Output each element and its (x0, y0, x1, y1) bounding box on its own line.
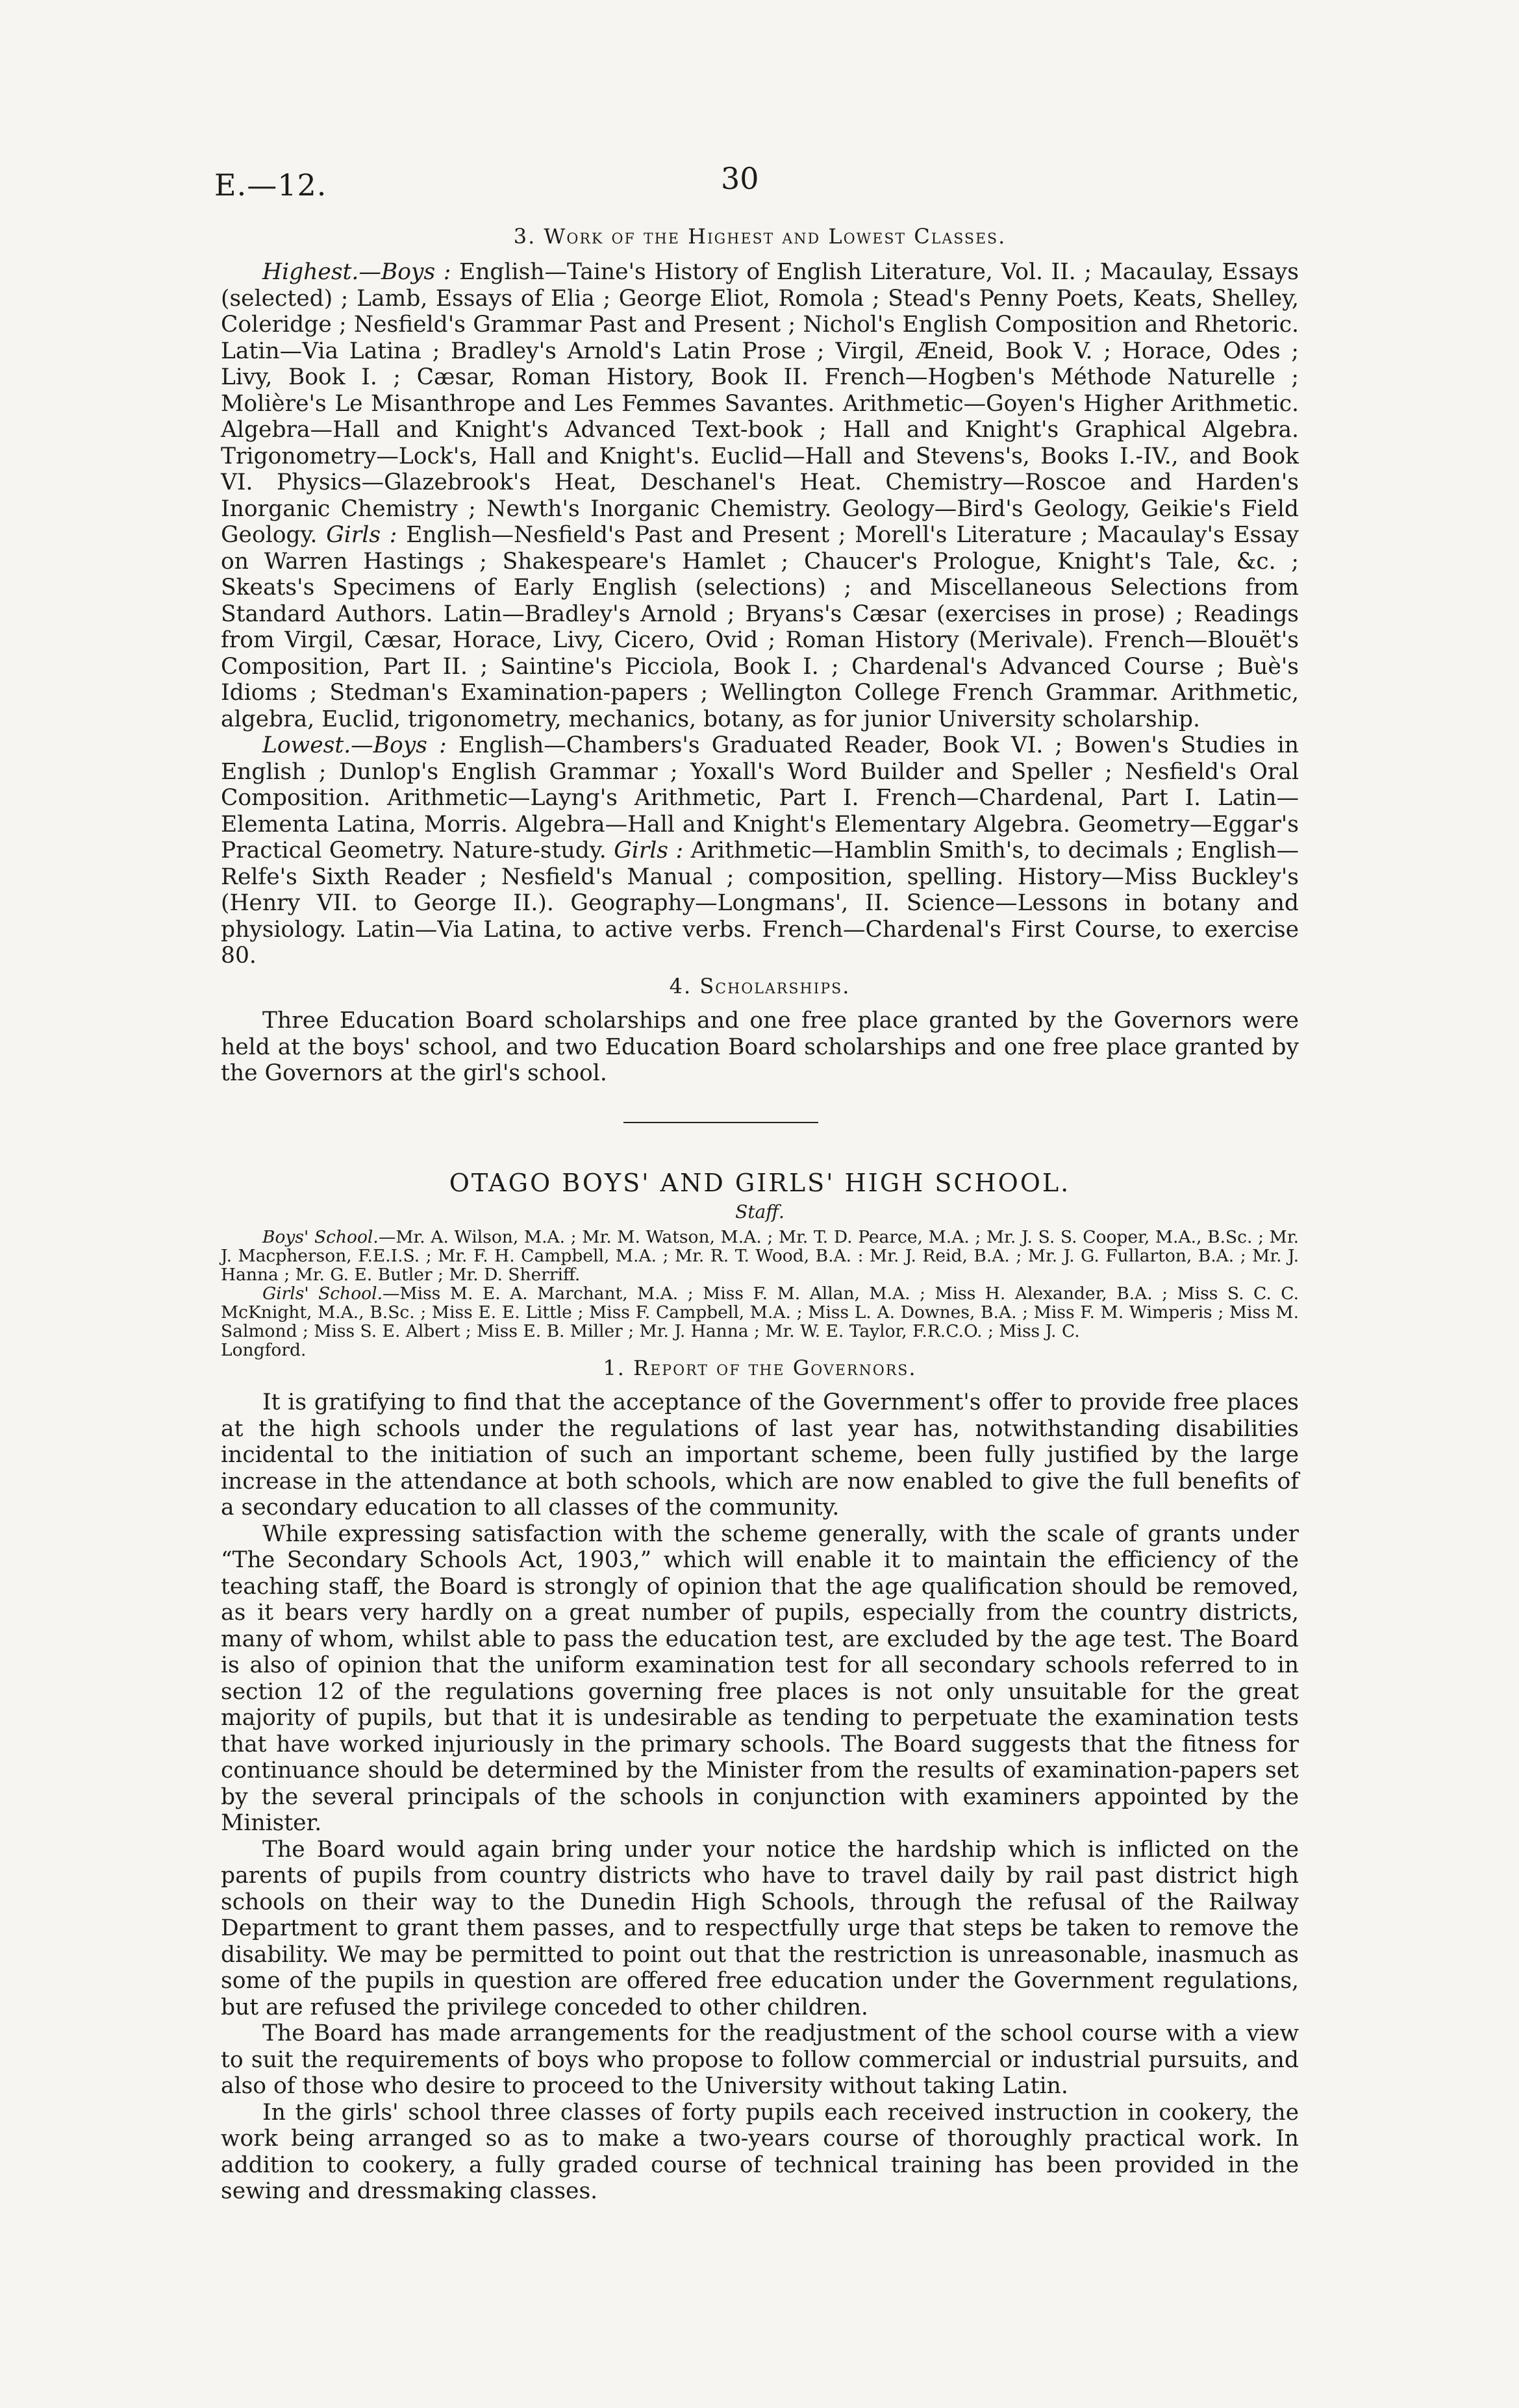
document-reference: E.—12. (214, 168, 327, 203)
scholarships-paragraph: Three Education Board scholarships and one free place granted by the Governors were held at the boys' school, and two Education Board scholarships and one free place granted by the Governors at the girl's school. (221, 1008, 1299, 1086)
report-paragraph: In the girls' school three classes of forty pupils each received instruction in cookery, the work being arranged so as to make a two-years course of thoroughly practical work. In addition to cookery, a fully graded course of technical training has been provided in the sewing and dressmaking classes. (221, 2099, 1299, 2204)
section-otago (221, 1169, 1299, 2205)
report-paragraph: The Board would again bring under your notice the hardship which is inflicted on the parents of pupils from country districts who have to travel daily by rail past district high schools on their way to the Dunedin High Schools, through the refusal of the Railway Department to grant them passes, and to respectfully urge that steps be taken to remove the disability. We may be permitted to point out that the restriction is unreasonable, inasmuch as some of the pupils in question are offered free education under the Government regulations, but are refused the privilege conceded to other children. (221, 1836, 1299, 2020)
girls-staff-label: Girls' School.— (262, 1284, 400, 1304)
girls-staff-text: Miss M. E. A. Marchant, M.A. ; Miss F. M. Allan, M.A. ; Miss H. Alexander, B.A. ; Miss S. C. C. McKnight, M.A., B.Sc. ; Miss E. E. Little ; Miss F. Campbell, M.A. ; Miss L. A. Downes, B.A. ; Miss F. M. Wimperis ; Miss M. Salmond ; Miss S. E. Albert ; Miss E. B. Miller ; Mr. J. Hanna ; Mr. W. E. Taylor, F.R.C.O. ; Miss J. C. (221, 1284, 1299, 1341)
highest-girls-text: English—Nesfield's Past and Present ; Morell's Literature ; Macaulay's Essay on Warren Hastings ; Shakespeare's Hamlet ; Chaucer's Prologue, Knight's Tale, &c. ; Skeats's Specimens of Early English (selections) ; and Miscellaneous Selections from Standard Authors. Latin—Bradley's Arnold ; Bryans's Cæsar (exercises in prose) ; Readings from Virgil, Cæsar, Horace, Livy, Cicero, Ovid ; Roman History (Merivale). French—Blouët's Composition, Part II. ; Saintine's Picciola, Book I. ; Chardenal's Advanced Course ; Buè's Idioms ; Stedman's Examination-papers ; Wellington College French Grammar. Arithmetic, algebra, Euclid, trigonometry, mechanics, botany, as for junior University scholarship. (221, 522, 1299, 732)
report-body (221, 1389, 1299, 2205)
girls-staff (221, 1284, 1299, 1341)
section-divider (623, 1122, 818, 1123)
section-scholarships (221, 974, 1299, 1087)
highest-boys-text: English—Taine's History of English Literature, Vol. II. ; Macaulay, Essays (selected) ; Lamb, Essays of Elia ; George Eliot, Romola ; Stead's Penny Poets, Keats, Shelley, Coleridge ; Nesfield's Grammar Past and Present ; Nichol's English Composition and Rhetoric. Latin—Via Latina ; Bradley's Arnold's Latin Prose ; Virgil, Æneid, Book V. ; Horace, Odes ; Livy, Book I. ; Cæsar, Roman History, Book II. French—Hogben's Méthode Naturelle ; Molière's Le Misanthrope and Les Femmes Savantes. Arithmetic—Goyen's Higher Arithmetic. Algebra—Hall and Knight's Advanced Text-book ; Hall and Knight's Graphical Algebra. Trigonometry—Lock's, Hall and Knight's. Euclid—Hall and Stevens's, Books I.-IV., and Book VI. Physics—Glazebrook's Heat, Deschanel's Heat. Chemistry—Roscoe and Harden's Inorganic Chemistry ; Newth's Inorganic Chemistry. Geology—Bird's Geology, Geikie's Field Geology. (221, 259, 1299, 548)
lowest-girls-label: Girls : (614, 838, 684, 863)
report-heading: 1. Report of the Governors. (603, 1356, 917, 1380)
lowest-girls-text: Arithmetic—Hamblin Smith's, to decimals ; English—Relfe's Sixth Reader ; Nesfield's Manual ; composition, spelling. History—Miss Buckley's (Henry VII. to George II.). Geography—Longmans', II. Science—Lessons in botany and physiology. Latin—Via Latina, to active verbs. French—Chardenal's First Course, to exercise 80. (221, 838, 1299, 969)
highest-paragraph (221, 259, 1299, 732)
report-paragraph: It is gratifying to find that the acceptance of the Government's offer to provide free places at the high schools under the regulations of last year has, notwithstanding disabilities incidental to the initiation of such an important scheme, been fully justified by the large increase in the attendance at both schools, which are now enabled to give the full benefits of a secondary education to all classes of the community. (221, 1389, 1299, 1521)
report-paragraph: While expressing satisfaction with the scheme generally, with the scale of grants under “The Secondary Schools Act, 1903,” which will enable it to maintain the efficiency of the teaching staff, the Board is strongly of opinion that the age qualification should be removed, as it bears very hardly on a great number of pupils, especially from the country districts, many of whom, whilst able to pass the education test, are excluded by the age test. The Board is also of opinion that the uniform examination test for all secondary schools referred to in section 12 of the regulations governing free places is not only unsuitable for the great majority of pupils, but that it is undesirable as tending to perpetuate the examination tests that have worked injuriously in the primary schools. The Board suggests that the fitness for continuance should be determined by the Minister from the results of examination-papers set by the several principals of the schools in conjunction with examiners appointed by the Minister. (221, 1521, 1299, 1836)
boys-staff-text: Mr. A. Wilson, M.A. ; Mr. M. Watson, M.A. ; Mr. T. D. Pearce, M.A. ; Mr. J. S. S. Cooper, M.A., B.Sc. ; Mr. J. Macpherson, F.E.I.S. ; Mr. F. H. Campbell, M.A. ; Mr. R. T. Wood, B.A. : Mr. J. Reid, B.A. ; Mr. J. G. Fullarton, B.A. ; Mr. J. Hanna ; Mr. G. E. Butler ; Mr. D. Sherriff. (221, 1227, 1299, 1285)
boys-staff-label: Boys' School.— (262, 1227, 396, 1247)
lowest-boys-text: English—Chambers's Graduated Reader, Book VI. ; Bowen's Studies in English ; Dunlop's English Grammar ; Yoxall's Word Builder and Speller ; Nesfield's Oral Composition. Arithmetic—Layng's Arithmetic, Part I. French—Chardenal, Part I. Latin—Elementa Latina, Morris. Algebra—Hall and Knight's Elementary Algebra. Geometry—Eggar's Practical Geometry. Nature-study. (221, 732, 1299, 863)
lowest-paragraph (221, 732, 1299, 969)
highest-girls-label: Girls : (326, 522, 397, 548)
staff-heading: Staff. (735, 1201, 785, 1223)
lowest-boys-label: Lowest.—Boys : (262, 732, 447, 758)
section-heading: 3. Work of the Highest and Lowest Classes. (513, 224, 1007, 249)
highest-boys-label: Highest.—Boys : (262, 259, 451, 285)
girls-staff-last-line: Longford. (221, 1340, 307, 1360)
page-number: 30 (721, 161, 759, 196)
section-heading: 4. Scholarships. (669, 974, 851, 999)
school-title: OTAGO BOYS' AND GIRLS' HIGH SCHOOL. (449, 1169, 1071, 1197)
boys-staff (221, 1228, 1299, 1284)
report-paragraph: The Board has made arrangements for the readjustment of the school course with a view to suit the requirements of boys who propose to follow commercial or industrial pursuits, and also of those who desire to proceed to the University without taking Latin. (221, 2020, 1299, 2099)
section-work-of-classes (221, 224, 1299, 969)
